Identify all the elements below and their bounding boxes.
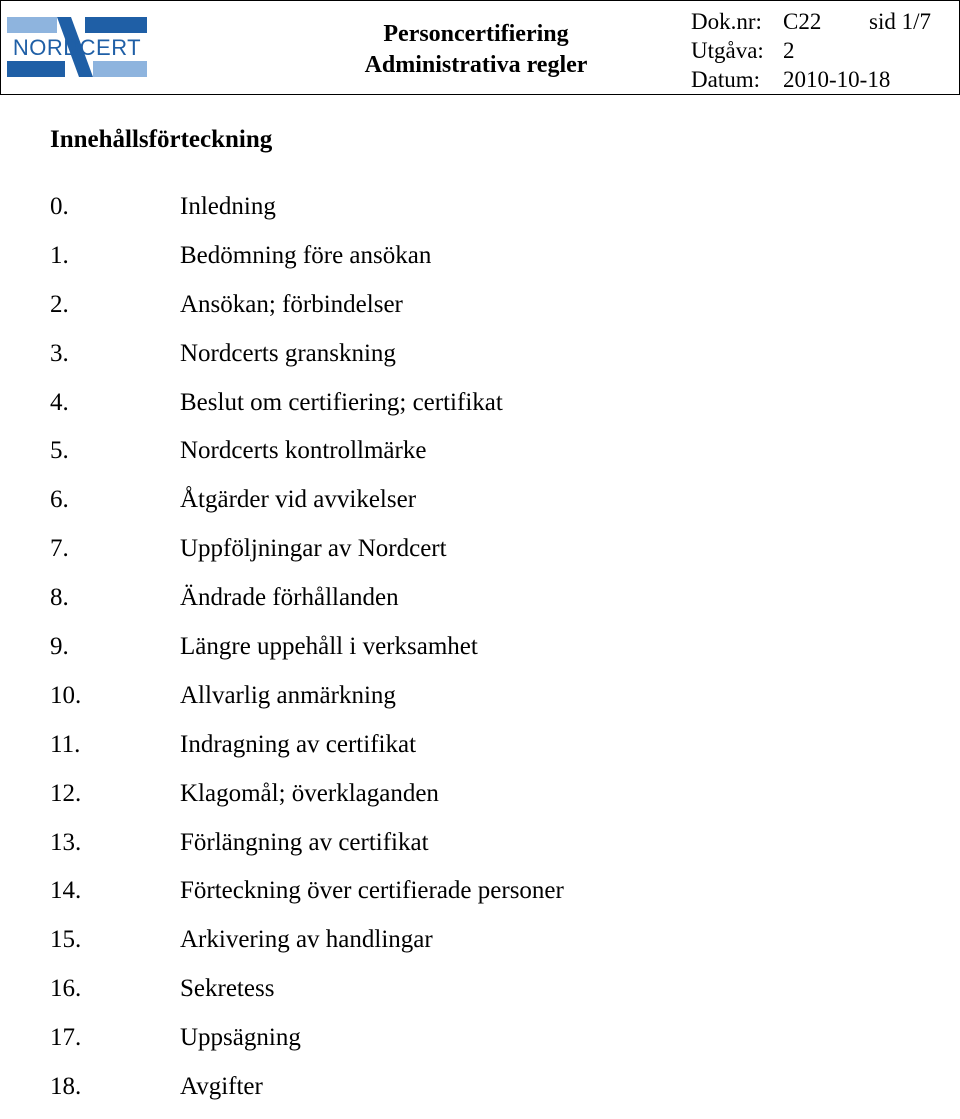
- toc-item: [50, 1021, 930, 1070]
- toc-item-title: Klagomål; överklaganden: [180, 779, 439, 807]
- nordcert-logo: [5, 15, 151, 81]
- toc-item: [50, 483, 930, 532]
- meta-value: 2010-10-18: [783, 67, 891, 92]
- toc-item-number: 0.: [50, 193, 69, 220]
- meta-key: Datum:: [691, 67, 760, 92]
- toc-item: [50, 581, 930, 630]
- toc-item-title: Sekretess: [180, 975, 275, 1003]
- meta-key: Utgåva:: [691, 38, 764, 63]
- toc-item: [50, 190, 930, 239]
- title-line-2: Administrativa regler: [364, 52, 588, 78]
- toc-item: [50, 679, 930, 728]
- toc-item-title: Beslut om certifiering; certifikat: [180, 388, 503, 416]
- table-of-contents: [50, 190, 930, 1119]
- toc-item-title: Ändrade förhållanden: [180, 584, 399, 612]
- toc-item: [50, 1070, 930, 1119]
- toc-item-number: 14.: [50, 877, 82, 905]
- document-title: [301, 19, 651, 81]
- meta-value: 2: [783, 38, 795, 63]
- toc-item-title: Avgifter: [180, 1073, 263, 1101]
- meta-row-datum: [691, 65, 953, 94]
- toc-item-title: Uppföljningar av Nordcert: [180, 535, 447, 563]
- toc-item-number: 4.: [50, 388, 69, 416]
- toc-item-number: 2.: [50, 290, 69, 318]
- document-header: [0, 0, 960, 95]
- toc-item: [50, 532, 930, 581]
- toc-item: [50, 972, 930, 1021]
- toc-item-number: 17.: [50, 1024, 82, 1052]
- toc-item-title: Förlängning av certifikat: [180, 828, 429, 856]
- title-line-1: Personcertifiering: [383, 21, 569, 47]
- toc-item-number: 10.: [50, 681, 82, 709]
- toc-item-title: Inledning: [180, 193, 276, 220]
- logo-text: NORDCERT: [12, 35, 142, 60]
- toc-item-title: Ansökan; förbindelser: [180, 290, 403, 318]
- toc-item-number: 18.: [50, 1073, 82, 1101]
- toc-item: [50, 923, 930, 972]
- toc-item-title: Åtgärder vid avvikelser: [180, 486, 417, 514]
- toc-item: [50, 288, 930, 337]
- toc-item-number: 8.: [50, 584, 69, 612]
- meta-row-doknr: [691, 7, 953, 36]
- toc-item-number: 13.: [50, 828, 82, 856]
- toc-item-number: 3.: [50, 339, 69, 367]
- toc-item: [50, 239, 930, 288]
- page-indicator: sid 1/7: [869, 9, 931, 34]
- toc-item: [50, 777, 930, 826]
- toc-item-number: 12.: [50, 779, 82, 807]
- meta-key: Dok.nr:: [691, 9, 762, 34]
- toc-item-number: 16.: [50, 975, 82, 1003]
- toc-item-number: 9.: [50, 633, 69, 661]
- toc-item-title: Indragning av certifikat: [180, 730, 417, 758]
- toc-item-number: 5.: [50, 437, 69, 465]
- toc-item: [50, 630, 930, 679]
- toc-item-number: 11.: [50, 730, 81, 758]
- toc-item-title: Nordcerts granskning: [180, 339, 396, 367]
- toc-item-number: 1.: [50, 241, 69, 269]
- toc-item: [50, 826, 930, 875]
- meta-value: C22: [783, 9, 822, 34]
- toc-item-title: Bedömning före ansökan: [180, 241, 432, 269]
- toc-item-title: Förteckning över certifierade personer: [180, 877, 564, 905]
- toc-item-title: Allvarlig anmärkning: [180, 681, 396, 709]
- toc-item: [50, 874, 930, 923]
- toc-item: [50, 337, 930, 386]
- toc-heading: Innehållsförteckning: [50, 126, 273, 153]
- toc-item-number: 6.: [50, 486, 69, 514]
- toc-item-number: 15.: [50, 926, 82, 954]
- toc-item-title: Uppsägning: [180, 1024, 301, 1052]
- toc-item: [50, 434, 930, 483]
- toc-item-title: Arkivering av handlingar: [180, 926, 433, 954]
- toc-item: [50, 386, 930, 435]
- toc-item: [50, 728, 930, 777]
- toc-item-number: 7.: [50, 535, 69, 563]
- document-meta: [691, 7, 953, 94]
- meta-row-utgava: [691, 36, 953, 65]
- toc-item-title: Längre uppehåll i verksamhet: [180, 633, 478, 661]
- toc-item-title: Nordcerts kontrollmärke: [180, 437, 427, 465]
